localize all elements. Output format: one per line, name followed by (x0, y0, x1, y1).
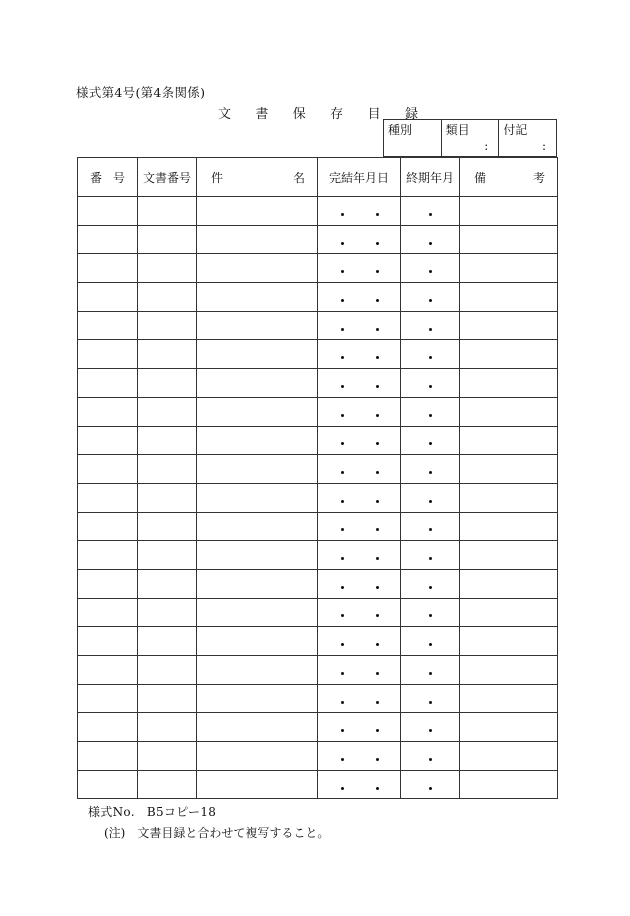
remarks-cell[interactable] (460, 541, 558, 570)
note-label: (注) (104, 826, 126, 840)
subject-cell[interactable] (197, 340, 318, 369)
date-separator-dot (429, 758, 432, 761)
completion-date-cell[interactable] (318, 397, 401, 426)
date-separator-dot (429, 414, 432, 417)
form-no-label: 様式No. (88, 805, 135, 819)
end-date-cell[interactable] (401, 455, 460, 484)
date-separator-dot (341, 528, 344, 531)
date-separator-dot (429, 787, 432, 790)
table-row (78, 684, 558, 713)
date-separator-dot (376, 758, 379, 761)
subject-cell[interactable] (197, 770, 318, 799)
date-separator-dot (429, 442, 432, 445)
footer-form-number (88, 803, 216, 820)
date-separator-dot (429, 643, 432, 646)
subject-cell[interactable] (197, 455, 318, 484)
date-separator-dot (429, 729, 432, 732)
doc-number-cell[interactable] (138, 541, 197, 570)
table-row (78, 455, 558, 484)
date-separator-dot (376, 385, 379, 388)
end-date-cell[interactable] (401, 426, 460, 455)
subject-cell[interactable] (197, 197, 318, 226)
doc-number-cell[interactable] (138, 627, 197, 656)
date-separator-dot (376, 729, 379, 732)
doc-number-cell[interactable] (138, 455, 197, 484)
title-char: 文 (218, 107, 232, 122)
number-cell[interactable] (78, 512, 138, 541)
end-date-cell[interactable] (401, 512, 460, 541)
date-separator-dot (429, 672, 432, 675)
remarks-cell[interactable] (460, 627, 558, 656)
doc-number-cell[interactable] (138, 397, 197, 426)
date-separator-dot (429, 270, 432, 273)
table-header-row (78, 158, 558, 197)
subject-cell[interactable] (197, 713, 318, 742)
remarks-cell[interactable] (460, 225, 558, 254)
table-row (78, 742, 558, 771)
table-body (78, 197, 558, 799)
number-cell[interactable] (78, 225, 138, 254)
date-separator-dot (376, 471, 379, 474)
subject-cell[interactable] (197, 483, 318, 512)
table-row (78, 426, 558, 455)
date-separator-dot (341, 414, 344, 417)
subject-cell[interactable] (197, 283, 318, 312)
appendix-colon: : (541, 139, 546, 153)
end-date-cell[interactable] (401, 283, 460, 312)
number-cell[interactable] (78, 426, 138, 455)
completion-date-cell[interactable] (318, 656, 401, 685)
table-row (78, 283, 558, 312)
table-row (78, 197, 558, 226)
completion-date-cell[interactable] (318, 340, 401, 369)
completion-date-cell[interactable] (318, 684, 401, 713)
table-row (78, 569, 558, 598)
kind-cell[interactable] (384, 120, 442, 157)
completion-date-cell[interactable] (318, 569, 401, 598)
remarks-cell[interactable] (460, 713, 558, 742)
date-separator-dot (376, 672, 379, 675)
remarks-cell[interactable] (460, 656, 558, 685)
completion-date-cell[interactable] (318, 598, 401, 627)
records-table (77, 157, 558, 799)
date-separator-dot (376, 614, 379, 617)
completion-date-cell[interactable] (318, 627, 401, 656)
number-cell[interactable] (78, 713, 138, 742)
end-date-cell[interactable] (401, 397, 460, 426)
remarks-cell[interactable] (460, 254, 558, 283)
doc-number-cell[interactable] (138, 369, 197, 398)
date-separator-dot (429, 356, 432, 359)
header-end-date: 終期年月 (401, 158, 460, 197)
date-separator-dot (376, 701, 379, 704)
title-char: 保 (292, 107, 306, 122)
doc-number-cell[interactable] (138, 340, 197, 369)
doc-number-cell[interactable] (138, 283, 197, 312)
title-char: 書 (255, 107, 269, 122)
remarks-cell[interactable] (460, 283, 558, 312)
end-date-cell[interactable] (401, 311, 460, 340)
doc-number-cell[interactable] (138, 742, 197, 771)
subject-cell[interactable] (197, 569, 318, 598)
doc-number-cell[interactable] (138, 197, 197, 226)
end-date-cell[interactable] (401, 770, 460, 799)
subject-cell[interactable] (197, 742, 318, 771)
number-cell[interactable] (78, 311, 138, 340)
end-date-cell[interactable] (401, 340, 460, 369)
date-separator-dot (341, 270, 344, 273)
doc-number-cell[interactable] (138, 512, 197, 541)
date-separator-dot (341, 213, 344, 216)
header-completion-date: 完結年月日 (318, 158, 401, 197)
number-cell[interactable] (78, 483, 138, 512)
date-separator-dot (341, 643, 344, 646)
header-subject: 件 名 (197, 158, 318, 197)
doc-number-cell[interactable] (138, 770, 197, 799)
remarks-cell[interactable] (460, 455, 558, 484)
date-separator-dot (429, 500, 432, 503)
completion-date-cell[interactable] (318, 483, 401, 512)
date-separator-dot (341, 701, 344, 704)
subject-cell[interactable] (197, 656, 318, 685)
remarks-cell[interactable] (460, 512, 558, 541)
doc-number-cell[interactable] (138, 483, 197, 512)
subject-cell[interactable] (197, 397, 318, 426)
completion-date-cell[interactable] (318, 455, 401, 484)
number-cell[interactable] (78, 455, 138, 484)
remarks-cell[interactable] (460, 569, 558, 598)
doc-number-cell[interactable] (138, 656, 197, 685)
header-number: 番 号 (78, 158, 138, 197)
completion-date-cell[interactable] (318, 541, 401, 570)
date-separator-dot (376, 299, 379, 302)
title-char: 録 (404, 107, 418, 122)
date-separator-dot (429, 701, 432, 704)
table-row (78, 713, 558, 742)
remarks-cell[interactable] (460, 770, 558, 799)
date-separator-dot (341, 614, 344, 617)
number-cell[interactable] (78, 627, 138, 656)
table-row (78, 627, 558, 656)
category-label: 類目 (445, 123, 470, 137)
remarks-cell[interactable] (460, 369, 558, 398)
date-separator-dot (341, 729, 344, 732)
date-separator-dot (376, 500, 379, 503)
completion-date-cell[interactable] (318, 426, 401, 455)
end-date-cell[interactable] (401, 541, 460, 570)
header-remarks: 備 考 (460, 158, 558, 197)
date-separator-dot (341, 328, 344, 331)
completion-date-cell[interactable] (318, 311, 401, 340)
date-separator-dot (429, 328, 432, 331)
classification-box (383, 119, 557, 157)
appendix-cell[interactable] (499, 120, 557, 157)
date-separator-dot (376, 213, 379, 216)
doc-number-cell[interactable] (138, 225, 197, 254)
subject-cell[interactable] (197, 254, 318, 283)
number-cell[interactable] (78, 742, 138, 771)
end-date-cell[interactable] (401, 369, 460, 398)
title-char: 目 (367, 107, 381, 122)
remarks-cell[interactable] (460, 197, 558, 226)
end-date-cell[interactable] (401, 742, 460, 771)
date-separator-dot (341, 787, 344, 790)
date-separator-dot (376, 787, 379, 790)
date-separator-dot (429, 586, 432, 589)
date-separator-dot (341, 385, 344, 388)
table-row (78, 656, 558, 685)
remarks-cell[interactable] (460, 311, 558, 340)
remarks-cell[interactable] (460, 340, 558, 369)
end-date-cell[interactable] (401, 483, 460, 512)
date-separator-dot (376, 328, 379, 331)
number-cell[interactable] (78, 684, 138, 713)
completion-date-cell[interactable] (318, 197, 401, 226)
table-row (78, 512, 558, 541)
date-separator-dot (341, 758, 344, 761)
end-date-cell[interactable] (401, 569, 460, 598)
date-separator-dot (376, 270, 379, 273)
number-cell[interactable] (78, 197, 138, 226)
date-separator-dot (376, 242, 379, 245)
number-cell[interactable] (78, 340, 138, 369)
remarks-cell[interactable] (460, 684, 558, 713)
table-row (78, 598, 558, 627)
date-separator-dot (376, 414, 379, 417)
doc-number-cell[interactable] (138, 254, 197, 283)
remarks-cell[interactable] (460, 483, 558, 512)
subject-cell[interactable] (197, 512, 318, 541)
subject-cell[interactable] (197, 541, 318, 570)
completion-date-cell[interactable] (318, 713, 401, 742)
doc-number-cell[interactable] (138, 311, 197, 340)
completion-date-cell[interactable] (318, 369, 401, 398)
date-separator-dot (341, 471, 344, 474)
end-date-cell[interactable] (401, 684, 460, 713)
remarks-cell[interactable] (460, 598, 558, 627)
date-separator-dot (429, 242, 432, 245)
end-date-cell[interactable] (401, 656, 460, 685)
table-row (78, 254, 558, 283)
end-date-cell[interactable] (401, 254, 460, 283)
date-separator-dot (376, 586, 379, 589)
table-row (78, 483, 558, 512)
completion-date-cell[interactable] (318, 225, 401, 254)
date-separator-dot (429, 385, 432, 388)
number-cell[interactable] (78, 598, 138, 627)
date-separator-dot (429, 528, 432, 531)
table-row (78, 770, 558, 799)
form-code: B5コピー18 (146, 805, 217, 819)
kind-label: 種別 (388, 123, 413, 137)
subject-cell[interactable] (197, 311, 318, 340)
category-cell[interactable] (441, 120, 499, 157)
subject-cell[interactable] (197, 684, 318, 713)
remarks-cell[interactable] (460, 426, 558, 455)
remarks-cell[interactable] (460, 397, 558, 426)
header-doc-number: 文書番号 (138, 158, 197, 197)
remarks-cell[interactable] (460, 742, 558, 771)
date-separator-dot (341, 586, 344, 589)
date-separator-dot (429, 299, 432, 302)
category-colon: : (484, 139, 489, 153)
date-separator-dot (341, 500, 344, 503)
date-separator-dot (376, 528, 379, 531)
doc-number-cell[interactable] (138, 684, 197, 713)
form-label: 様式第4号(第4条関係) (76, 85, 206, 100)
date-separator-dot (376, 442, 379, 445)
end-date-cell[interactable] (401, 713, 460, 742)
table-row (78, 225, 558, 254)
date-separator-dot (341, 442, 344, 445)
number-cell[interactable] (78, 656, 138, 685)
end-date-cell[interactable] (401, 197, 460, 226)
completion-date-cell[interactable] (318, 283, 401, 312)
date-separator-dot (341, 299, 344, 302)
completion-date-cell[interactable] (318, 512, 401, 541)
number-cell[interactable] (78, 283, 138, 312)
date-separator-dot (341, 242, 344, 245)
end-date-cell[interactable] (401, 225, 460, 254)
doc-number-cell[interactable] (138, 713, 197, 742)
date-separator-dot (341, 557, 344, 560)
date-separator-dot (341, 672, 344, 675)
end-date-cell[interactable] (401, 627, 460, 656)
number-cell[interactable] (78, 254, 138, 283)
completion-date-cell[interactable] (318, 254, 401, 283)
completion-date-cell[interactable] (318, 742, 401, 771)
subject-cell[interactable] (197, 369, 318, 398)
date-separator-dot (429, 213, 432, 216)
table-row (78, 541, 558, 570)
doc-number-cell[interactable] (138, 569, 197, 598)
date-separator-dot (376, 643, 379, 646)
number-cell[interactable] (78, 397, 138, 426)
subject-cell[interactable] (197, 627, 318, 656)
completion-date-cell[interactable] (318, 770, 401, 799)
doc-number-cell[interactable] (138, 426, 197, 455)
doc-number-cell[interactable] (138, 598, 197, 627)
end-date-cell[interactable] (401, 598, 460, 627)
table-row (78, 397, 558, 426)
table-row (78, 369, 558, 398)
date-separator-dot (429, 471, 432, 474)
table-row (78, 311, 558, 340)
date-separator-dot (376, 356, 379, 359)
table-row (78, 340, 558, 369)
subject-cell[interactable] (197, 598, 318, 627)
date-separator-dot (429, 614, 432, 617)
number-cell[interactable] (78, 569, 138, 598)
date-separator-dot (429, 557, 432, 560)
note-text: 文書目録と合わせて複写すること。 (137, 826, 330, 840)
title-char: 存 (330, 107, 344, 122)
number-cell[interactable] (78, 770, 138, 799)
subject-cell[interactable] (197, 225, 318, 254)
footer-note (104, 824, 329, 841)
appendix-label: 付記 (503, 123, 528, 137)
number-cell[interactable] (78, 369, 138, 398)
date-separator-dot (376, 557, 379, 560)
date-separator-dot (341, 356, 344, 359)
subject-cell[interactable] (197, 426, 318, 455)
number-cell[interactable] (78, 541, 138, 570)
